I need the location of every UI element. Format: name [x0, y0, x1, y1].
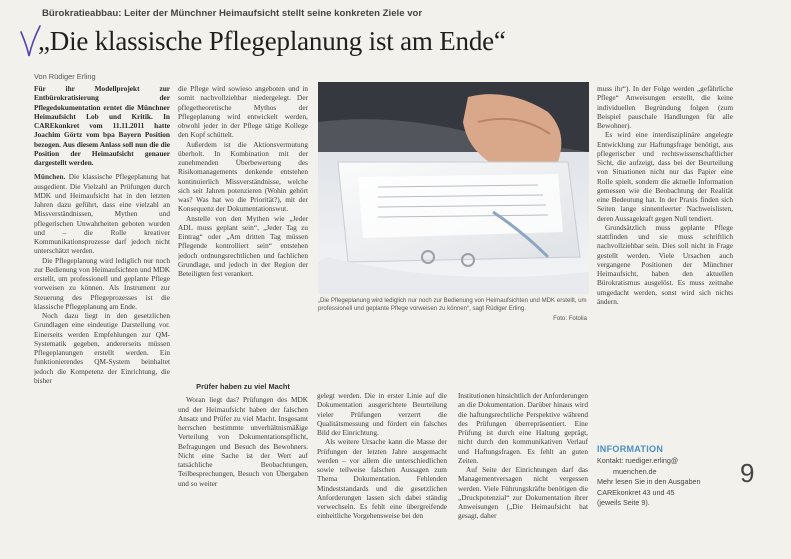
article-kicker: Bürokratieabbau: Leiter der Münchner Heimaufsicht stellt seine konkreten Ziele vor	[42, 8, 423, 19]
body-paragraph: Anstelle von den Mythen wie „Jeder ADL muss geplant sein“, „Jeder Tag zu Eintrag“ oder „Am dritten Tag müssen Pflegende kontrolliert sein“ entstehen jedoch ordnungsrechtlichen und fachlichen Grundlage, und jedoch in der Region der Beteiligten fest verankert.	[178, 213, 308, 278]
body-paragraph: gelegt werden. Die in erster Linie auf die Dokumentation ausgerichtete Beurteilung vieler Prüfungen verzerrt die Qualitätsmessung und fördert ein falsches Bild der Einrichtung.	[317, 391, 447, 437]
info-heading: INFORMATION	[597, 444, 664, 454]
info-more-line-2: CAREkonkret 43 und 45	[597, 487, 675, 497]
article-column-2-continued	[178, 378, 308, 554]
body-paragraph: Noch dazu liegt in den gesetzlichen Grundlagen eine eindeutige Darstellung vor. Einerseits werden Empfehlungen zur QM-Systematik gegeben, andererseits müssen Pflegeplanungen erstellt werden. Ein funktionierendes QM-System beinhaltet jedoch die Kompetenz der Einrichtung, die bisher	[34, 311, 170, 385]
body-paragraph: Als weitere Ursache kann die Masse der Prüfungen der letzten Jahre ausgemacht werden – vor allem die unterschiedlichen sowie teilweise falschen Aussagen zum Thema Dokumentation. Fehlenden Mindeststandards und die gesetzlichen Anforderungen lassen sich dabei ständig verwechseln. Es fehlt eine übergreifende einheitliche Vorgehensweise bei den	[317, 437, 447, 521]
article-column-3	[317, 391, 447, 554]
article-column-1	[34, 84, 170, 554]
body-paragraph: Die Pflegeplanung wird lediglich nur noch zur Bedienung von Heimaufsichten und MDK erstellt, um professionell und geplante Pflege vorweisen zu können. Als Instrument zur Steuerung des Pflegeprozesses ist die klassische Pflegeplanung am Ende.	[34, 255, 170, 311]
article-column-5	[597, 84, 733, 434]
info-box	[597, 444, 752, 554]
article-headline: „Die klassische Pflegeplanung ist am Ende“	[38, 26, 506, 56]
info-contact: Kontakt: ruediger.erling@	[597, 456, 679, 466]
caption-text: „Die Pflegeplanung wird lediglich nur noch zur Bedienung von Heimaufsichten und MDK erstellt, um professionell und geplante Pflege vorweisen zu können“, sagt Rüdiger Erling.	[318, 297, 587, 312]
bleed-through-text	[600, 2, 790, 62]
body-text: Die klassische Pflegeplanung hat ausgedient. Die Vielzahl an Prüfungen durch MDK und Heimaufsicht hat in den letzten Jahren dazu geführt, dass eine vielzahl an Missverständnissen, Mythen und pflegerischen Unwahrheiten geboten wurden und – die Rolle kreativer Kommunikationsprozesse darf jedoch nicht unterschätzt werden.	[34, 172, 170, 256]
body-paragraph: Auf Seite der Einrichtungen darf das Managementversagen nicht vergessen werden. Viele Führungskräfte benötigen die „Druckpotenzial“ zur Dokumentation ihrer Anweisungen („Die Heimaufsicht hat gesagt, daher	[458, 465, 588, 521]
byline: Von Rüdiger Erling	[34, 72, 96, 81]
dateline: München.	[34, 172, 66, 182]
body-paragraph	[34, 172, 170, 255]
article-column-4	[458, 391, 588, 554]
body-paragraph: die Pflege wird sowieso angeboten und in somit nachvollziehbar niedergelegt. Der pflegetheoretische Mythos der Pflegeplanung wird entwickelt werden, obwohl jeder in der Pflege tätige Kollege den Kopf schüttelt.	[178, 84, 308, 140]
article-photo	[318, 82, 589, 294]
body-paragraph: Institutionen hinsichtlich der Anforderungen an die Dokumentation. Darüber hinaus wird die haftungsrechtliche Perspektive während des Prüfungen überrepräsentiert. Eine Prüfung ist durch eine Haltung geprägt, nicht durch den kommunikativen Verlauf und Haftungsfragen. Es fehlt an guten Zeiten.	[458, 391, 588, 465]
body-paragraph: Es wird eine interdisziplinäre angelegte Entwicklung zur Haftungsfrage benötigt, aus pflegerischer und rechtswissenschaftlicher Sicht, die aufzeigt, dass bei der Beurteilung von Situationen nicht nur das Papier eine Rolle spielt, sondern die aktuelle Information gemessen wie die Beobachtung der Realität eine Bedeutung hat. In der Praxis finden sich Seiten lange sinnentleerter Nachweislisten, deren Aussagekraft gegen Null tendiert.	[597, 130, 733, 223]
subheading: Prüfer haben zu viel Macht	[196, 382, 290, 391]
photo-binder-and-hand	[318, 82, 589, 294]
info-contact-domain: muenchen.de	[613, 466, 657, 476]
body-paragraph: muss ihr“). In der Folge werden „gefährliche Pflege“ Anweisungen erstellt, die keine individuellen Begründung folgen (zum Beispiel pauschale Handlungen für alle Bewohner).	[597, 84, 733, 130]
body-paragraph: Grundsätzlich muss geplante Pflege stattfinden und sie muss schriftlich nachvollziehbar sein. Dies soll nicht in Frage gestellt werden. Viele Ursachen auch vergangene Positionen der Münchner Heimaufsicht, haben den aktuellen Bürokratismus ausgelöst. Es muss zeitnahe umgedacht werden, sonst wird sich nichts ändern.	[597, 222, 733, 306]
photo-credit: Foto: Fotolia	[553, 315, 587, 323]
photo-caption	[318, 297, 589, 325]
info-more-line-3: (jeweils Seite 9).	[597, 498, 650, 508]
lead-paragraph: Für ihr Modellprojekt zur Entbürokratisierung der Pflegedokumentation erntet die Münchner Heimaufsicht Lob und Kritik. In CAREkonkret vom 11.11.2011 hatte Joachim Görtz vom bpa Bayern Position bezogen. Aus diesem Anlass soll nun die die Position der Heimaufsicht genauer dargestellt werden.	[34, 84, 170, 167]
handwritten-page-number: 9	[740, 458, 755, 488]
body-paragraph: Außerdem ist die Aktionsvermutung überholt. In Kombination mit der zunehmenden Überbewertung des Risikomanagements denkende entstehen kontinuierlich Missverständnisse, welche sich seit Jahren potenzieren (Wohin gehört was? Was hat wo die Priorität?), mit der Konsequenz der Dokumentationswut.	[178, 139, 308, 214]
body-paragraph: Woran liegt das? Prüfungen des MDK und der Heimaufsicht haben der falschen Ansatz und Prüfer zu viel Macht. Insgesamt herrschen bestimmte unverhältnismäßige Verteilung von Dokumentationspflicht, Befragungen und Besuch des Bewohners. Nicht eine Sache ist der Wert auf tatsächliche Beobachtungen, Teilbesprechungen, Besuch von Übergaben und so weiter	[178, 395, 308, 488]
article-column-2	[178, 84, 308, 374]
info-more-line-1: Mehr lesen Sie in den Ausgaben	[597, 477, 701, 487]
